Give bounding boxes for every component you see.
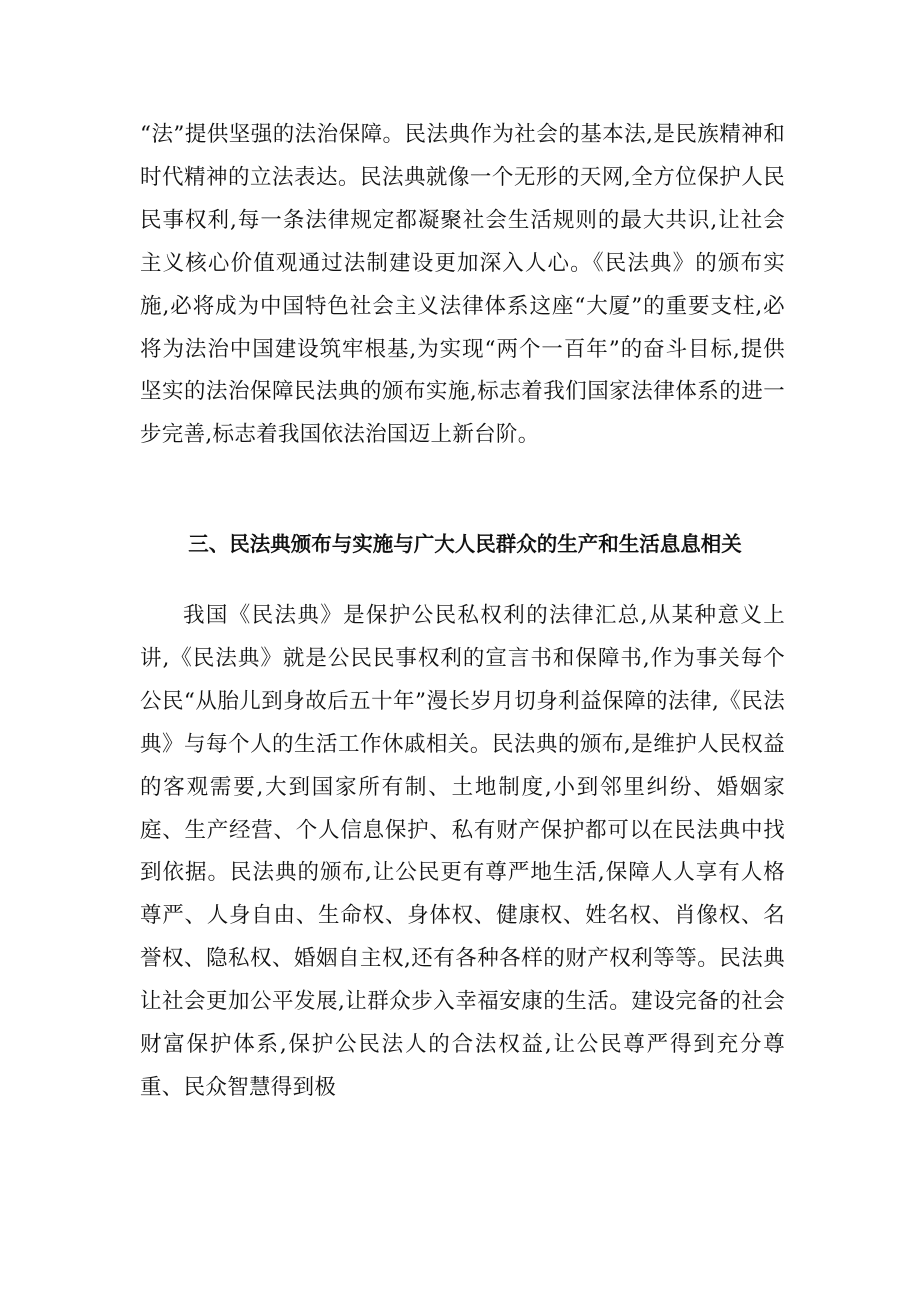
section-heading: 三、民法典颁布与实施与广大人民群众的生产和生活息息相关 xyxy=(188,532,742,556)
body-paragraph-2: 我国《民法典》是保护公民私权利的法律汇总,从某种意义上讲,《民法典》就是公民民事权利的宣言书和保障书,作为事关每个公民“从胎儿到身故后五十年”漫长岁月切身利益保障的法律,《民法典》与每个人的生活工作休戚相关。民法典的颁布,是维护人民权益的客观需要,大到国家所有制、土地制度,小到邻里纠纷、婚姻家庭、生产经营、个人信息保护、私有财产保护都可以在民法典中找到依据。民法典的颁布,让公民更有尊严地生活,保障人人享有人格尊严、人身自由、生命权、身体权、健康权、姓名权、肖像权、名誉权、隐私权、婚姻自主权,还有各种各样的财产权利等等。民法典让社会更加公平发展,让群众步入幸福安康的生活。建设完备的社会财富保护体系,保护公民法人的合法权益,让公民尊严得到充分尊重、民众智慧得到极 xyxy=(140,603,785,1100)
body-paragraph-1: “法”提供坚强的法治保障。民法典作为社会的基本法,是民族精神和时代精神的立法表达。民法典就像一个无形的天网,全方位保护人民民事权利,每一条法律规定都凝聚社会生活规则的最大共识,让社会主义核心价值观通过法制建设更加深入人心。《民法典》的颁布实施,必将成为中国特色社会主义法律体系这座“大厦”的重要支柱,必将为法治中国建设筑牢根基,为实现“两个一百年”的奋斗目标,提供坚实的法治保障民法典的颁布实施,标志着我们国家法律体系的进一步完善,标志着我国依法治国迈上新台阶。 xyxy=(140,122,785,448)
